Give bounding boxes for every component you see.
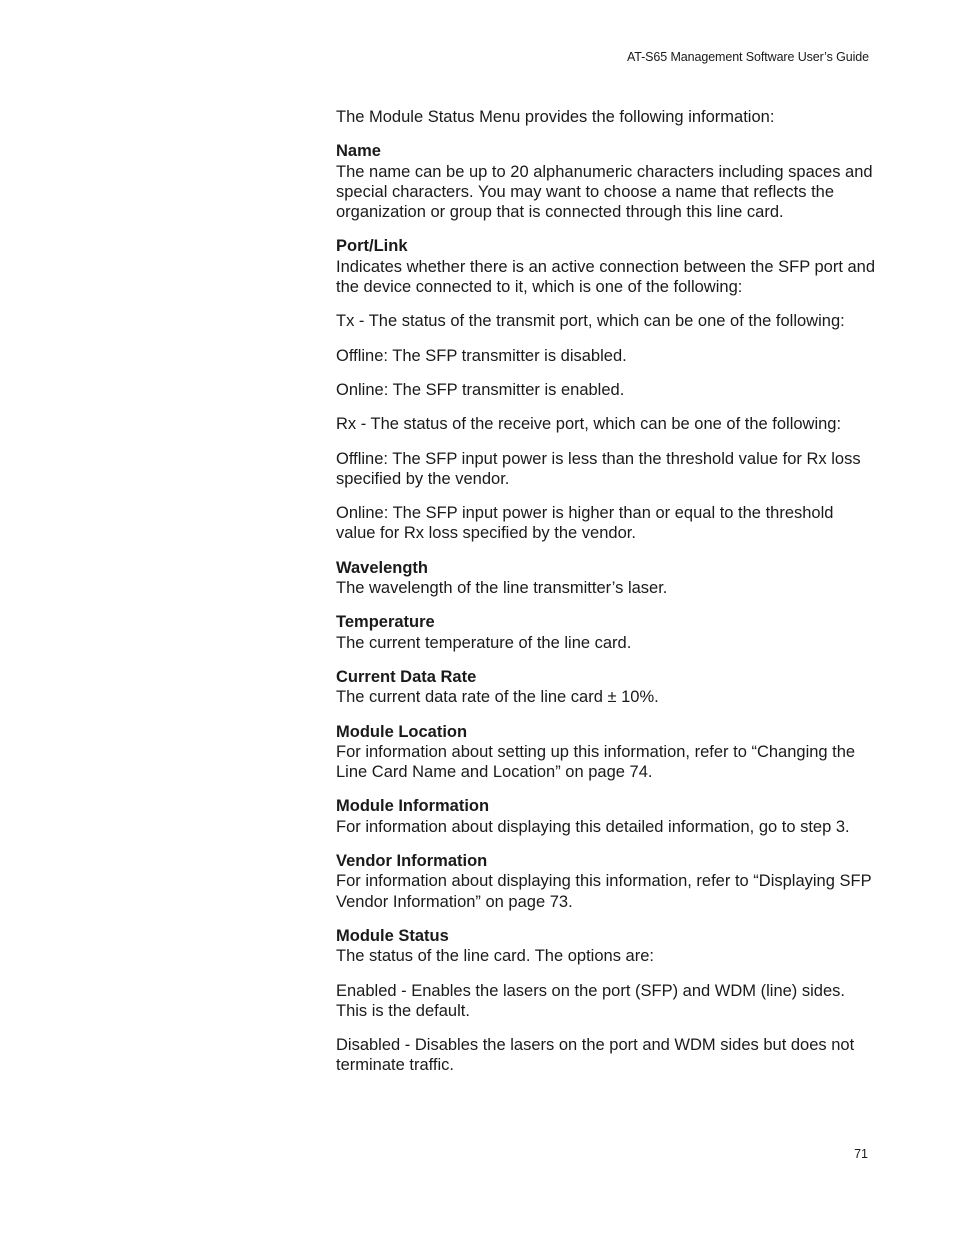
section-temperature <box>336 612 876 653</box>
rx-online: Online: The SFP input power is higher than or equal to the threshold value for Rx loss specified by the vendor. <box>336 504 834 543</box>
page-content <box>336 107 876 1090</box>
section-body: For information about displaying this detailed information, go to step 3. <box>336 817 850 836</box>
section-title: Port/Link <box>336 237 408 256</box>
section-body: For information about displaying this information, refer to “Displaying SFP Vendor Information” on page 73. <box>336 872 872 911</box>
section-current-data-rate <box>336 667 876 708</box>
section-module-information <box>336 796 876 837</box>
section-title: Module Location <box>336 722 468 741</box>
status-option-disabled: Disabled - Disables the lasers on the port and WDM sides but does not terminate traffic. <box>336 1036 855 1075</box>
section-body: The wavelength of the line transmitter’s laser. <box>336 579 668 598</box>
section-body: Indicates whether there is an active connection between the SFP port and the device connected to it, which is one of the following: <box>336 257 876 297</box>
section-module-status <box>336 926 876 967</box>
section-body: The current temperature of the line card. <box>336 633 632 652</box>
section-title: Temperature <box>336 613 435 632</box>
page-number: 71 <box>854 1147 868 1161</box>
intro-paragraph: The Module Status Menu provides the following information: <box>336 108 775 126</box>
section-port-link <box>336 236 876 297</box>
section-body: For information about setting up this information, refer to “Changing the Line Card Name and Location” on page 74. <box>336 742 856 782</box>
running-header: AT-S65 Management Software User’s Guide <box>626 50 869 64</box>
tx-description: Tx - The status of the transmit port, which can be one of the following: <box>336 312 845 331</box>
section-title: Vendor Information <box>336 852 488 871</box>
section-body: The status of the line card. The options are: <box>336 947 654 966</box>
rx-description: Rx - The status of the receive port, which can be one of the following: <box>336 415 842 434</box>
section-module-location <box>336 722 876 783</box>
rx-offline: Offline: The SFP input power is less than the threshold value for Rx loss specified by the vendor. <box>336 449 861 488</box>
section-title: Wavelength <box>336 558 428 577</box>
section-wavelength <box>336 558 876 599</box>
section-body: The name can be up to 20 alphanumeric characters including spaces and special characters. You may want to choose a name that reflects the organization or group that is connected through this line card. <box>336 162 873 222</box>
section-vendor-information <box>336 851 876 912</box>
section-body: The current data rate of the line card ± 10%. <box>336 688 659 707</box>
tx-online: Online: The SFP transmitter is enabled. <box>336 380 625 399</box>
section-title: Name <box>336 142 381 161</box>
status-option-enabled: Enabled - Enables the lasers on the port (SFP) and WDM (line) sides. This is the default. <box>336 981 845 1020</box>
section-title: Module Information <box>336 797 490 816</box>
section-name <box>336 141 876 222</box>
tx-offline: Offline: The SFP transmitter is disabled. <box>336 346 627 365</box>
section-title: Current Data Rate <box>336 667 477 686</box>
section-title: Module Status <box>336 926 449 945</box>
